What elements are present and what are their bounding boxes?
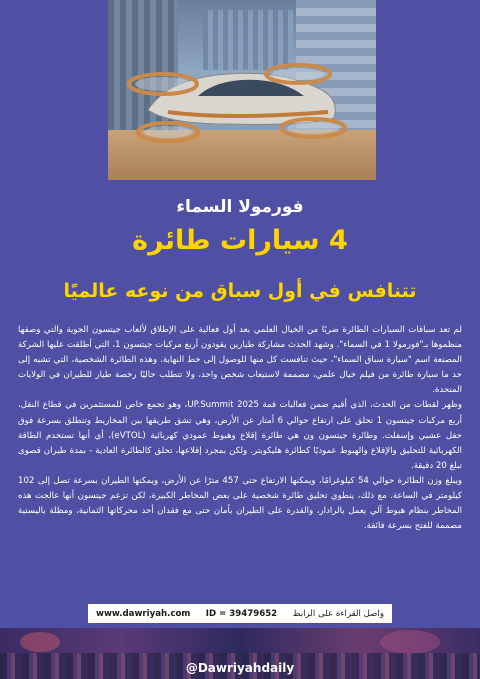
article-body [18, 323, 462, 534]
flying-car-illustration [108, 0, 376, 180]
article-id: ID = 39479652 [205, 608, 278, 619]
light-glow [380, 630, 440, 654]
article-paragraph: وظهر لقطات من الحدث، الذي أقيم ضمن فعاليات قمة UP.Summit 2025، وهو تجمع خاص للمستثمرين في قطاع النقل، أربع مركبات جيتسون 1 تحلق على ارتفاع حوالي 6 أمتار عن الأرض، وهي تشق طريقها بين المخاريط وتنطلق بسرعة فوق حقل عشبي وإسفلت. وطائرة جيتسون ون هي طائرة إقلاع وهبوط عمودي كهربائية (eVTOL)، أي أنها تستخدم الطاقة الكهربائية للتحليق والإقلاع والهبوط عموديًا كطائرة هليكوبتر. ولكن بمجرد إقلاعها، تحلق كالطائرة العادية - بمدة طيران قصوى تبلغ 20 دقيقة. [18, 400, 462, 471]
article-paragraph: ويبلغ وزن الطائرة حوالي 54 كيلوغرامًا، ويمكنها الارتفاع حتى 457 مترًا عن الأرض، ويمكنها الطيران بسرعة تصل إلى 102 كيلومتر في الساعة. مع ذلك، ينطوي تحليق طائرة شخصية على بعض المخاطر الكبيرة، لكن تزعم جيتسون أنها عالجت هذه المخاطر بنظام هبوط آلي يعمل بالرادار، والقدرة على الطيران بأمان حتى مع فقدان أحد محركاتها الثمانية، ومظلة باليستية مصممة للفتح بسرعة فائقة. [18, 475, 462, 532]
headline: 4 سيارات طائرة [132, 225, 348, 256]
website-link[interactable]: www.dawriyah.com [96, 608, 191, 619]
kicker-title: فورمولا السماء [176, 197, 304, 217]
read-more-bar[interactable] [88, 604, 392, 623]
light-glow [20, 632, 60, 652]
flying-car-icon [108, 0, 376, 180]
read-more-label: واصل القراءة على الرابط [292, 608, 384, 619]
subheadline: تتنافس في أول سباق من نوعه عالميًا [63, 280, 417, 302]
article-paragraph: لم تعد سباقات السيارات الطائرة ضربًا من الخيال العلمي بعد أول فعالية على الإطلاق لألعاب جيتسون الجوية والتي وصفها منظموها بـ"فورمولا 1 في السماء". وشهد الحدث مشاركة طيارين يقودون أربع مركبات جيتسون 1، التي أطلقت عليها الشركة المصنعة اسم "سيارة سباق السماء"، حيث تنافست كل منها للوصول إلى خط النهاية. وهذه الطائرة الشخصية، التي تشبه إلى حد ما سيارة طائرة من فيلم خيال علمي، مصممة لاستيعاب شخص واحد، ولا تتطلب حاليًا رخصة طيار للطيران في الولايات المتحدة. [18, 325, 462, 396]
social-handle[interactable]: @Dawriyahdaily [185, 661, 295, 675]
